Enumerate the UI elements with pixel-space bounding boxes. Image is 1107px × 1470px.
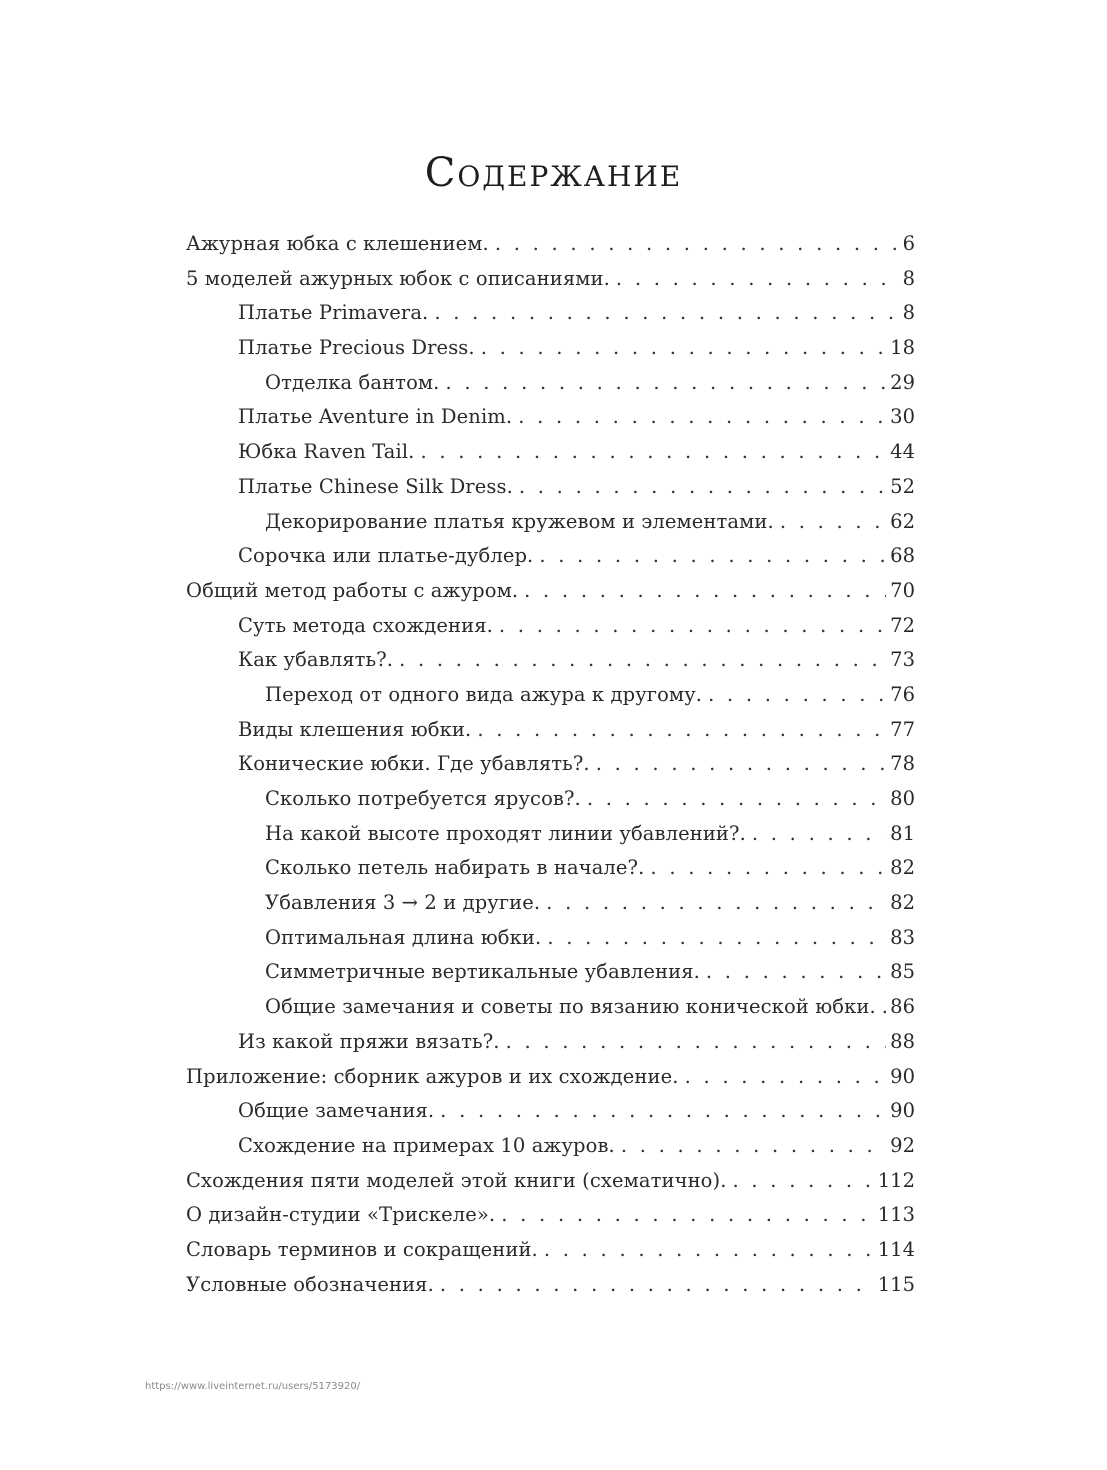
toc-entry-page: 18 <box>890 336 915 360</box>
toc-entry <box>186 539 915 574</box>
toc-entry <box>186 609 915 644</box>
toc-entry-page: 78 <box>890 752 915 776</box>
toc-entry-page: 82 <box>890 856 915 880</box>
toc-entry-title: Условные обозначения. <box>186 1272 434 1296</box>
toc-entry-page: 29 <box>890 370 915 394</box>
toc-entry-page: 76 <box>890 682 915 706</box>
toc-dot-leader <box>477 713 886 748</box>
toc-dot-leader <box>506 1025 887 1060</box>
toc-entry-title: Общие замечания и советы по вязанию конической юбки. <box>265 995 876 1019</box>
toc-dot-leader <box>706 955 886 990</box>
toc-dot-leader <box>596 747 886 782</box>
toc-entry <box>186 1060 915 1095</box>
toc-entry <box>186 1025 915 1060</box>
toc-entry <box>186 747 915 782</box>
toc-entry <box>186 296 915 331</box>
toc-entry-title: Сорочка или платье-дублер. <box>238 544 534 568</box>
toc-entry-title: Общие замечания. <box>238 1099 435 1123</box>
toc-entry <box>186 955 915 990</box>
toc-entry-page: 30 <box>890 405 915 429</box>
toc-dot-leader <box>495 227 899 262</box>
toc-entry <box>186 643 915 678</box>
toc-dot-leader <box>708 678 886 713</box>
toc-entry <box>186 678 915 713</box>
toc-dot-leader <box>501 1198 874 1233</box>
toc-dot-leader <box>399 643 886 678</box>
toc-dot-leader <box>616 262 899 297</box>
toc-dot-leader <box>518 400 886 435</box>
toc-dot-leader <box>440 1094 886 1129</box>
toc-entry <box>186 817 915 852</box>
toc-entry <box>186 470 915 505</box>
toc-dot-leader <box>544 1233 874 1268</box>
toc-dot-leader <box>481 331 886 366</box>
toc-dot-leader <box>440 1268 874 1303</box>
toc-entry-title: Убавления 3 → 2 и другие. <box>265 891 541 915</box>
toc-entry-page: 62 <box>890 509 915 533</box>
toc-entry <box>186 1129 915 1164</box>
toc-entry-title: На какой высоте проходят линии убавлений?. <box>265 821 746 845</box>
toc-entry-title: Отделка бантом. <box>265 370 440 394</box>
toc-dot-leader <box>685 1060 887 1095</box>
table-of-contents <box>186 227 915 1302</box>
toc-entry-page: 73 <box>890 648 915 672</box>
toc-entry-page: 115 <box>877 1272 915 1296</box>
toc-entry-page: 83 <box>890 925 915 949</box>
toc-entry-page: 8 <box>902 266 915 290</box>
toc-entry-page: 112 <box>877 1168 915 1192</box>
toc-dot-leader <box>519 470 886 505</box>
toc-dot-leader <box>587 782 886 817</box>
toc-entry-title: Из какой пряжи вязать?. <box>238 1029 500 1053</box>
toc-dot-leader <box>882 990 886 1025</box>
toc-dot-leader <box>420 435 886 470</box>
toc-entry-title: Платье Primavera. <box>238 301 429 325</box>
toc-dot-leader <box>650 851 886 886</box>
toc-entry-title: Схождение на примерах 10 ажуров. <box>238 1133 615 1157</box>
toc-entry-page: 90 <box>890 1099 915 1123</box>
toc-entry <box>186 366 915 401</box>
toc-entry <box>186 851 915 886</box>
toc-dot-leader <box>752 817 886 852</box>
toc-entry-title: О дизайн-студии «Трискеле». <box>186 1203 496 1227</box>
toc-entry-title: Симметричные вертикальные убавления. <box>265 960 700 984</box>
toc-entry-title: Сколько петель набирать в начале?. <box>265 856 645 880</box>
toc-dot-leader <box>621 1129 886 1164</box>
toc-entry <box>186 713 915 748</box>
toc-entry-title: Оптимальная длина юбки. <box>265 925 542 949</box>
toc-dot-leader <box>733 1164 874 1199</box>
toc-entry-title: Приложение: сборник ажуров и их схождение. <box>186 1064 679 1088</box>
toc-entry <box>186 886 915 921</box>
toc-entry-page: 85 <box>890 960 915 984</box>
toc-dot-leader <box>499 609 886 644</box>
source-url: https://www.liveinternet.ru/users/5173920/ <box>145 1381 361 1392</box>
toc-entry <box>186 505 915 540</box>
toc-entry-title: Ажурная юбка с клешением. <box>186 232 489 255</box>
toc-entry <box>186 262 915 297</box>
toc-entry <box>186 782 915 817</box>
toc-entry <box>186 1268 915 1303</box>
toc-entry-page: 81 <box>890 821 915 845</box>
toc-entry-page: 90 <box>890 1064 915 1088</box>
toc-entry-page: 80 <box>890 787 915 810</box>
toc-dot-leader <box>547 921 886 956</box>
toc-entry-page: 77 <box>890 717 915 741</box>
toc-entry-page: 82 <box>890 891 915 915</box>
toc-entry-title: Юбка Raven Tail. <box>238 440 415 464</box>
toc-entry <box>186 921 915 956</box>
toc-entry-title: Суть метода схождения. <box>238 613 493 637</box>
toc-entry <box>186 1233 915 1268</box>
toc-entry-page: 88 <box>890 1029 915 1053</box>
toc-entry-title: Платье Aventure in Denim. <box>238 405 513 429</box>
toc-entry-page: 8 <box>902 301 915 325</box>
toc-entry <box>186 574 915 609</box>
toc-entry-page: 52 <box>890 474 915 498</box>
toc-entry <box>186 1164 915 1199</box>
toc-entry-title: Платье Chinese Silk Dress. <box>238 474 513 498</box>
toc-entry <box>186 227 915 262</box>
toc-entry <box>186 331 915 366</box>
toc-entry-page: 113 <box>877 1203 915 1227</box>
toc-entry-page: 70 <box>890 578 915 602</box>
toc-entry <box>186 1198 915 1233</box>
toc-entry-title: Декорирование платья кружевом и элементами. <box>265 509 774 533</box>
toc-dot-leader <box>546 886 886 921</box>
toc-entry <box>186 1094 915 1129</box>
toc-entry-title: Виды клешения юбки. <box>238 717 472 741</box>
toc-entry-title: 5 моделей ажурных юбок с описаниями. <box>186 266 610 290</box>
toc-entry-title: Как убавлять?. <box>238 648 394 672</box>
toc-entry-title: Общий метод работы с ажуром. <box>186 578 519 602</box>
toc-entry-title: Переход от одного вида ажура к другому. <box>265 682 703 706</box>
toc-dot-leader <box>434 296 898 331</box>
toc-dot-leader <box>445 366 886 401</box>
toc-entry-page: 86 <box>890 995 915 1019</box>
toc-entry-page: 6 <box>902 232 915 255</box>
toc-entry-title: Конические юбки. Где убавлять?. <box>238 752 590 776</box>
toc-entry-page: 44 <box>890 440 915 464</box>
toc-dot-leader <box>524 574 886 609</box>
toc-entry-title: Словарь терминов и сокращений. <box>186 1237 538 1261</box>
toc-entry-page: 72 <box>890 613 915 637</box>
page-title: Содержание <box>424 150 683 196</box>
toc-entry <box>186 990 915 1025</box>
toc-dot-leader <box>539 539 886 574</box>
toc-entry-page: 114 <box>877 1237 915 1261</box>
toc-entry-title: Сколько потребуется ярусов?. <box>265 787 581 810</box>
toc-entry-title: Схождения пяти моделей этой книги (схематично). <box>186 1168 727 1192</box>
toc-entry-title: Платье Precious Dress. <box>238 336 475 360</box>
toc-entry <box>186 435 915 470</box>
toc-entry <box>186 400 915 435</box>
toc-entry-page: 68 <box>890 544 915 568</box>
toc-entry-page: 92 <box>890 1133 915 1157</box>
toc-dot-leader <box>780 505 886 540</box>
